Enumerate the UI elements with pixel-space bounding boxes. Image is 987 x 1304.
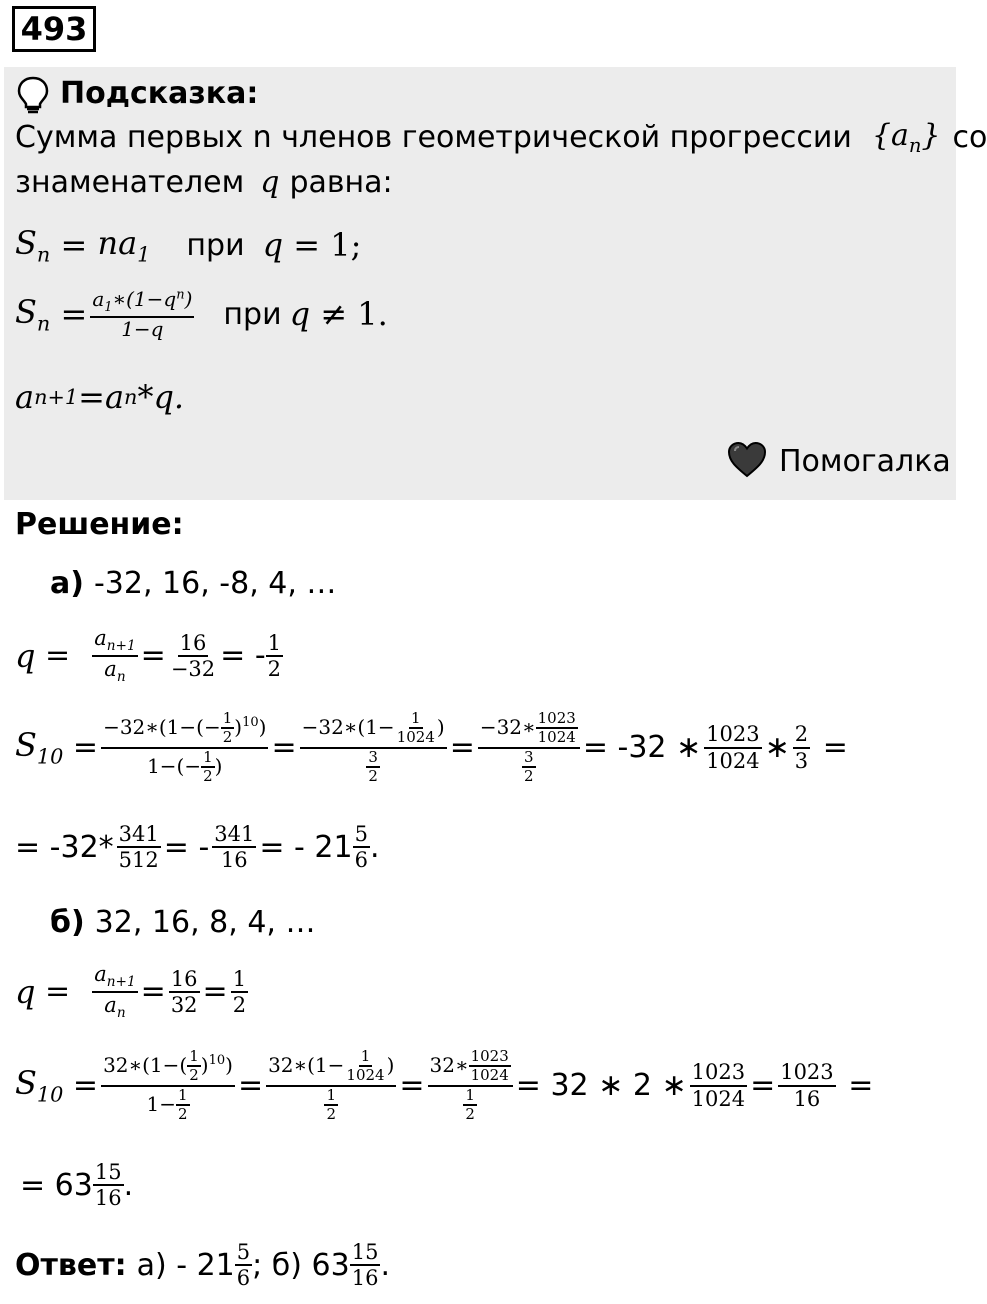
solution-title: Решение: xyxy=(15,507,184,542)
answer-a: а) - 21 xyxy=(136,1247,235,1283)
sum-a-result: = -32* $\frac{341}{512}$ = - $\frac{341}{16}$ = - 21 $\frac{5}{6}$ . xyxy=(15,822,380,873)
formula-sum-general: $S_n$ = $\frac{a_1∗(1-q^n)}{1-q}$ при q ≠ 1. xyxy=(15,287,388,341)
ratio-a: q = $\frac{a_{n+1}}{a_n}$ = $\frac{16}{-32}$ = - $\frac{1}{2}$ xyxy=(15,626,282,686)
condition-label: при xyxy=(223,296,282,332)
answer-label: Ответ: xyxy=(15,1247,127,1283)
hint-text-line2 xyxy=(15,165,393,200)
part-b-sequence: 32, 16, 8, 4, … xyxy=(94,905,316,940)
lightbulb-icon xyxy=(16,76,50,114)
problem-number: 493 xyxy=(12,6,96,52)
brand-name: Помогалка xyxy=(779,444,951,479)
part-a-header xyxy=(50,566,336,601)
part-b-label: б) xyxy=(50,905,85,940)
sequence-symbol: $\{a_n\}$ xyxy=(871,118,941,157)
hint-text-part: со xyxy=(952,120,987,155)
part-b-header xyxy=(50,905,315,940)
fraction: $\frac{a_1∗(1-q^n)}{1-q}$ xyxy=(92,287,193,341)
q-symbol: q xyxy=(260,165,280,200)
answer-end: . xyxy=(380,1247,390,1283)
part-a-sequence: -32, 16, -8, 4, … xyxy=(93,566,337,601)
heart-icon xyxy=(726,441,768,479)
part-a-label: а) xyxy=(50,566,84,601)
hint-title: Подсказка: xyxy=(60,76,259,111)
answer-b: ; б) 63 xyxy=(252,1247,350,1283)
sum-a: $S_{10}$ = −32∗(1−(− $\frac{1}{2}$ )$^{10}$) 1−(− $\frac{1}{2}$ ) = −32∗(1− $\frac{1}{1024}$ ) $\frac{3}{2}$ = −32∗ $\frac{1023}{1024}$ $\frac{3}{2}$ = -32 ∗ $\frac{1023}{1024}$ ∗ $\frac{2}{3}$ = xyxy=(15,709,848,785)
sum-b: $S_{10}$ = 32∗(1−( $\frac{1}{2}$ )$^{10}$) 1− $\frac{1}{2}$ = 32∗(1− $\frac{1}{1024}$ ) $\frac{1}{2}$ = 32∗ $\frac{1023}{1024}$ $\frac{1}{2}$ = 32 ∗ 2 ∗ $\frac{1023}{1024}$ = $\frac{1023}{16}$ = xyxy=(15,1047,874,1123)
formula-sum-q1: $S_n$ = $na_1$ при q = 1; xyxy=(15,224,362,267)
hint-text-line1 xyxy=(15,118,987,157)
answer: Ответ: а) - 21 $\frac{5}{6}$ ; б) 63 $\frac{15}{16}$ . xyxy=(15,1240,390,1291)
formula-next-term: a n+1 =a n *q. xyxy=(15,378,185,416)
sum-b-result: = 63 $\frac{15}{16}$ . xyxy=(20,1160,134,1211)
hint-text-part: знаменателем xyxy=(15,165,245,200)
hint-text-part: Сумма первых n членов геометрической прогрессии xyxy=(15,120,852,155)
hint-text-part: равна: xyxy=(289,165,393,200)
condition-label: при xyxy=(186,227,245,263)
ratio-b: q = $\frac{a_{n+1}}{a_n}$ = $\frac{16}{32}$ = $\frac{1}{2}$ xyxy=(15,962,247,1022)
